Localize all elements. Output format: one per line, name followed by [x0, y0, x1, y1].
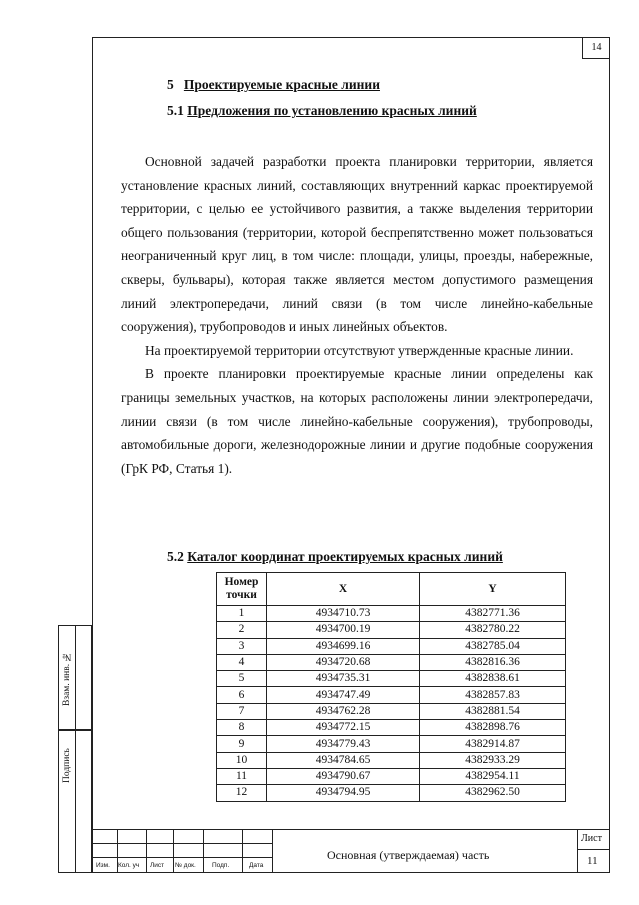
table-header-row [217, 573, 566, 606]
tb-label-date: Дата [249, 862, 264, 869]
y-cell: 4382771.36 [420, 606, 566, 622]
tb-label-sign: Подп. [212, 862, 230, 869]
table-row [217, 671, 566, 687]
page-number: 14 [582, 37, 610, 59]
y-cell: 4382780.22 [420, 622, 566, 638]
point-number-cell: 7 [217, 703, 267, 719]
section-heading [167, 77, 380, 93]
table-row [217, 768, 566, 784]
y-cell: 4382857.83 [420, 687, 566, 703]
table-row [217, 703, 566, 719]
header-x: X [267, 573, 420, 606]
point-number-cell: 9 [217, 736, 267, 752]
point-number-cell: 5 [217, 671, 267, 687]
table-row [217, 687, 566, 703]
section-number: 5 [167, 77, 174, 92]
tb-label-list: Лист [150, 862, 165, 869]
title-block [92, 829, 610, 873]
sheet-label: Лист [581, 833, 602, 844]
side-stamp-signature [58, 730, 92, 873]
point-number-cell: 3 [217, 638, 267, 654]
x-cell: 4934784.65 [267, 752, 420, 768]
y-cell: 4382881.54 [420, 703, 566, 719]
table-row [217, 720, 566, 736]
subsection-title-2: Каталог координат проектируемых красных линий [187, 549, 503, 564]
subsection-number-2: 5.2 [167, 549, 184, 564]
side-stamp-vzam-label: Взам. инв. № [62, 651, 72, 706]
table-row [217, 752, 566, 768]
section-title: Проектируемые красные линии [183, 77, 380, 92]
x-cell: 4934779.43 [267, 736, 420, 752]
subsection-heading-1 [167, 103, 477, 119]
x-cell: 4934747.49 [267, 687, 420, 703]
y-cell: 4382898.76 [420, 720, 566, 736]
point-number-cell: 8 [217, 720, 267, 736]
point-number-cell: 2 [217, 622, 267, 638]
header-y: Y [420, 573, 566, 606]
x-cell: 4934794.95 [267, 785, 420, 801]
table-row [217, 622, 566, 638]
point-number-cell: 4 [217, 654, 267, 670]
table-row [217, 638, 566, 654]
subsection-number-1: 5.1 [167, 103, 184, 118]
y-cell: 4382838.61 [420, 671, 566, 687]
x-cell: 4934699.16 [267, 638, 420, 654]
side-stamp-signature-label: Подпись [62, 748, 72, 784]
y-cell: 4382816.36 [420, 654, 566, 670]
tb-label-doc: № док. [175, 862, 196, 869]
x-cell: 4934772.15 [267, 720, 420, 736]
table-row [217, 736, 566, 752]
paragraph-1: Основной задачей разработки проекта планировки территории, является установление красных линий, составляющих внутренний каркас проектируемой территории, с целью ее устойчивого развития, а также выделения территории общего пользования (территории, которой беспрепятственно может пользоваться неограниченный круг лиц, в том числе: площади, улицы, проезды, набережные, скверы, бульвары), которая также является местом допустимого размещения линий электропередачи, линий связи (в том числе линейно-кабельные сооружения), трубопроводов и иных линейных объектов. [121, 154, 593, 335]
y-cell: 4382785.04 [420, 638, 566, 654]
x-cell: 4934790.67 [267, 768, 420, 784]
x-cell: 4934700.19 [267, 622, 420, 638]
x-cell: 4934735.31 [267, 671, 420, 687]
document-title: Основная (утверждаемая) часть [327, 848, 490, 862]
paragraph-2: На проектируемой территории отсутствуют утвержденные красные линии. [145, 342, 574, 358]
point-number-cell: 12 [217, 785, 267, 801]
point-number-cell: 1 [217, 606, 267, 622]
subsection-title-1: Предложения по установлению красных линий [187, 103, 477, 118]
x-cell: 4934720.68 [267, 654, 420, 670]
paragraph-3: В проекте планировки проектируемые красные линии определены как границы земельных участков, на которых расположены линии электропередачи, линии связи (в том числе линейно-кабельные сооружения), трубопроводы, автомобильные дороги, железнодорожные линии и другие подобные сооружения (ГрК РФ, Статья 1). [121, 366, 593, 476]
coordinates-table [216, 572, 566, 802]
tb-label-izm: Изм. [96, 862, 110, 869]
table-row [217, 606, 566, 622]
y-cell: 4382933.29 [420, 752, 566, 768]
body-text [121, 150, 593, 480]
table-row [217, 785, 566, 801]
header-point-number: Номер точки [217, 573, 267, 606]
sheet-number: 11 [587, 855, 598, 867]
tb-label-kol: Кол. уч [118, 862, 140, 869]
x-cell: 4934710.73 [267, 606, 420, 622]
point-number-cell: 10 [217, 752, 267, 768]
subsection-heading-2 [167, 549, 503, 565]
table-row [217, 654, 566, 670]
point-number-cell: 6 [217, 687, 267, 703]
y-cell: 4382914.87 [420, 736, 566, 752]
y-cell: 4382954.11 [420, 768, 566, 784]
x-cell: 4934762.28 [267, 703, 420, 719]
y-cell: 4382962.50 [420, 785, 566, 801]
side-stamp-vzam [58, 625, 92, 730]
point-number-cell: 11 [217, 768, 267, 784]
